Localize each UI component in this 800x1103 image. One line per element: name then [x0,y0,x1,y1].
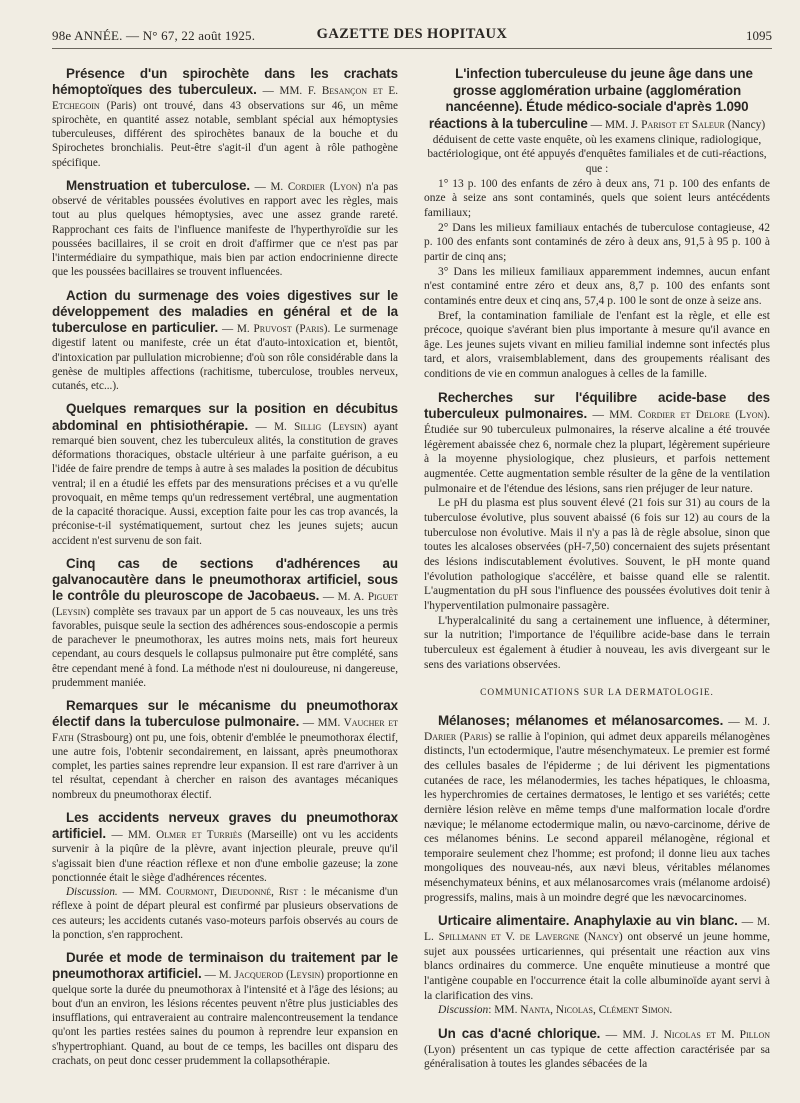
article-melanoses [424,713,770,906]
article-title: L'infection tuberculeuse du jeune âge dans une grosse agglomération urbaine (agglomération nancéenne). Étude médico-sociale d'après 1.090 réactions à la tuberculine [428,66,753,131]
article-conclusion: Bref, la contamination familiale de l'enfant est la règle, et elle est précoce, quoique s'avérant bien plus importante à mesure qu'il avance en âge. Les jeunes sujets vivant en milieu familial indemne sont infectés plus tard, et alors, vraisemblablement, dans des groupements réalisant des conditions de vie en commun analogues à celles de la famille. [424,309,770,381]
list-item: 1° 13 p. 100 des enfants de zéro à deux ans, 71 p. 100 des enfants de onze à seize ans sont contaminés, quels que soient leurs antécédents familiaux; [424,177,770,219]
issue-info: 98e ANNÉE. — N° 67, 22 août 1925. [52,28,256,43]
article-body: Le surmenage digestif latent ou manifeste, crée un état d'auto-intoxication et, bientôt, d'intoxication par pullulation microbienne; d'où son rôle considérable dans la genèse de multiples affections (rachitisme, tuberculose, troubles nerveux, cutanés, etc...). [52,323,398,392]
article-body: ayant remarqué bien souvent, chez les tuberculeux alités, la constitution de graves déformations thoraciques, obstacle ultérieur à une parfaite guérison, a eu l'idée de faire prendre de temps à autre à ses malades la position de décubitus ventral; il en a étudié les effets par des mensurations précises et a vu qu'elle provoquait, en même temps qu'un redressement vertébral, une augmentation de la capacité thoracique. Aussi, exception faite pour les cas trop avancés, la préconise-t-il systématiquement, surtout chez les jeunes sujets; aucun accident n'est survenu de son fait. [52,420,399,547]
left-column [52,66,398,1076]
discussion [424,1003,770,1018]
article-pneumothorax-electif [52,698,398,802]
article-authors: — M. Jacquerod (Leysin) [204,969,324,982]
article-body: Étudiée sur 90 tuberculeux pulmonaires, la réserve alcaline a été trouvée légèrement abaissée chez 6, normale chez la plupart, légèrement supérieure à la moyenne physiologique, chez plusieurs, et parfois nettement augmentée. Cette augmentation semble résulter de la gêne de la ventilation pulmonaire et de l'étendue des lésions, sans rien préjuger de leur nature. [424,424,770,495]
article-authors: — MM. J. Nicolas et M. Pillon [605,1029,770,1042]
page-number: 1095 [746,28,772,43]
article-authors: — M. J. Darier (Paris) [424,715,771,743]
right-column [424,66,770,1080]
article-body: (Marseille) ont vu les accidents survenir à la piqûre de la plèvre, avant injection pleurale, preuve qu'il s'agissait bien d'une réaction réflexe et non d'une embolie gazeuse; la zone ponctionnée était le siège d'adhérences récentes. [52,829,398,884]
article-title: Présence d'un spirochète dans les crachats hémoptoïques des tuberculeux. [52,66,398,98]
article-title: Les accidents nerveux graves du pneumothorax artificiel. [52,809,398,841]
article-duree-traitement [52,950,398,1068]
article-authors: — MM. Olmer et Turriès [111,829,243,841]
article-adherences [52,556,398,690]
article-paragraph: Le pH du plasma est plus souvent élevé (21 fois sur 31) au cours de la tuberculose évolutive, plus souvent abaissé (6 fois sur 12) au cours de la tuberculose non évolutive. Mais il n'y a pas là de règle absolue, sinon que toutes les alcaloses observées (pH-7,50) concernaient des sujets présentant des lésions indiscutablement évolutives. Souvent, le pH monte quand l'évolution pathologique s'accélère, et baisse quand elle se ralentit. L'augmentation du pH sous l'influence des poussées évolutives doit tenir à l'hyperventilation pulmonaire passagère. [424,497,770,612]
article-body: (Lyon) présentent un cas typique de cette affection caractérisée par sa généralisation à toutes les glandes sébacées de la [424,1043,770,1071]
article-intro: (Nancy) déduisent de cette vaste enquête, où les examens clinique, radiologique, bactériologique, ont été appuyés d'enquêtes familiales et de cuti-réactions, que : [427,118,767,175]
article-body: proportionne en quelque sorte la durée du pneumothorax à l'intensité et à l'âge des lésions; au bout d'un an environ, les lésions récentes peuvent n'être plus justiciables des insufflations, qui entraveraient au contraire malencontreusement la tendance qu'ont les parties restées saines du poumon à reprendre leur expansion en s'hypertrophiant. Quand, au bout de ce temps, les bacilles ont disparu des crachats, on peut donc cesser prudemment la collapsothérapie. [52,969,399,1067]
page-header [52,22,772,49]
article-authors: — M. A. Piguet (Leysin) [52,591,399,618]
article-menstruation [52,178,398,280]
article-authors: — M. Sillig (Leysin) [255,420,367,433]
article-body: (Strasbourg) ont pu, une fois, obtenir d'emblée le pneumothorax électif, une autre fois, l'obtenir secondairement, en laissant, après pneumothorax complet, les parties saines reprendre leur expansion. Il est rare d'arriver à un tel résultat, cependant à chercher en raison des avantages mécaniques nombreux du pneumothorax électif. [52,731,398,801]
article-title: Un cas d'acné chlorique. [438,1026,601,1042]
article-title: Quelques remarques sur la position en décubitus abdominal en phtisiothérapie. [52,401,398,433]
article-decubitus [52,401,398,548]
discussion-authors: — MM. Courmont, Dieudonné, Rist : [122,886,307,898]
article-body: ont observé un jeune homme, sujet aux poussées urticariennes, qui présentait une réaction aux vins blancs ordinaires du commerce. Une enquête minutieuse a montré que l'antigène coupable en l'occurrence était la colle albuminoïde ayant servi à la clarification des vins. [424,931,771,1002]
article-title: Menstruation et tuberculose. [66,177,250,193]
article-paragraph: L'hyperalcalinité du sang a certainement une influence, à déterminer, sur la nutrition; l'importance de l'équilibre acide-base dans le terrain tuberculeux est également à étudier à nouveau, les avis divergeant sur le sens des variations observées. [424,614,770,671]
article-title: Cinq cas de sections d'adhérences au galvanocautère dans le pneumothorax artificiel, sous le contrôle du pleuroscope de Jacobaeus. [52,555,398,604]
article-body: (Paris) ont trouvé, dans 43 observations sur 46, un même spirochète, en quantité assez notable, semblant spécial aux hémoptysies tuberculeuses, différent des spirochètes banaux de la bouche et du Spirochetes bronchialis. Peut-être s'agit-il d'un agent à rôle pathogène spécifique. [52,99,398,169]
article-title: Urticaire alimentaire. Anaphylaxie au vin blanc. [438,913,738,929]
article-title: Action du surmenage des voies digestives sur le développement des maladies en général et de la tuberculose en particulier. [52,287,398,335]
article-body: n'a pas observé de véritables poussées évolutives en rapport avec les règles, mais tout au plus quelques hémoptysies, avec une assez grande rareté. Rapprochant ces faits de l'influence manifeste de l'hyperthyroïdie sur les poussées bacillaires, il se croit en droit d'affirmer que ce n'est pas par l'intermédiaire du sympathique, mais bien par action endocrinienne directe que les poussées bacillaires se trouvent influencées. [52,180,398,279]
discussion-body: le mécanisme d'un réflexe à point de départ pleural est confirmé par plusieurs observations de ces auteurs; les accidents cutanés vaso-moteurs parfois observés au cours de la ponction, s'en rapprochent. [52,886,398,941]
article-authors: — M. Cordier (Lyon) [254,180,362,193]
article-acne-chlorique [424,1026,770,1072]
article-infection-jeune-age [424,66,770,382]
list-item: 3° Dans les milieux familiaux apparemment indemnes, aucun enfant n'est contaminé entre zéro et deux ans, 8,7 p. 100 des enfants sont contaminés entre deux et cinq ans, 57,4 p. 100 le sont de onze à seize ans. [424,265,770,307]
discussion [52,885,398,942]
discussion-label: Discussion [438,1004,489,1017]
article-accidents-nerveux [52,810,398,942]
article-authors: — MM. Vaucher et Fath [52,717,398,744]
article-title: Recherches sur l'équilibre acide-base des tuberculeux pulmonaires. [424,389,770,422]
article-title: Durée et mode de terminaison du traitement par le pneumothorax artificiel. [52,950,398,982]
article-authors: — M. Pruvost (Paris). [222,323,331,335]
journal-title: GAZETTE DES HOPITAUX [316,26,508,42]
section-heading: COMMUNICATIONS SUR LA DERMATOLOGIE. [480,688,714,699]
article-body: se rallie à l'opinion, qui admet deux appareils mélanogènes distincts, l'un ectodermique, l'autre mésenchymateux. Le premier est formé des cellules basales de l'épiderme ; de lui dérivent les pigmentations cutanées de race, les mélanodermies, les taches hépatiques, le chloasma, les hyperchromies de certaines dermatoses, le lentigo et ses variétés; cette dernière lésion relève en même temps d'une malformation locale d'ordre nævique; le mélanome ectodermique malin, ou nævo-carcinome, dérive de ces mélanomes bénins. Le second appareil mélanogène, régional et temporaire seulement chez l'homme; est profond; il donne lieu aux taches mongoliques des nouveau-nés, aux nævi bleus, véritables mélanomes mésenchymateux bénins, et aux mélanosarcomes vrais (mélanome ardoisé) progressifs, malins, mais à un moindre degré que les nævocarcinomes. [424,730,771,904]
article-title: Mélanoses; mélanomes et mélanosarcomes. [438,712,724,728]
article-authors: — MM. J. Parisot et Saleur [590,118,725,131]
article-authors: — M. L. Spillmann et V. de Lavergne (Nancy) [424,916,771,944]
article-equilibre-acide-base [424,390,770,672]
article-body: complète ses travaux par un apport de 5 cas nouveaux, les uns très favorables, puisque seule la section des adhérences sous-endoscopie a permis de parachever le pneumothorax, les autres moins nets, mais fort heureux cependant, au cours desquels le collapsus pulmonaire put être complété, sans être cependant mené à fond. La méthode n'est ni douloureuse, ni dangereuse, prudemment maniée. [52,605,398,689]
article-authors: — MM. F. Besançon et E. Etchegoin [52,85,398,112]
article-title: Remarques sur le mécanisme du pneumothorax électif dans la tuberculose pulmonaire. [52,698,398,730]
list-item: 2° Dans les milieux familiaux entachés de tuberculose contagieuse, 42 p. 100 des enfants sont contaminés de zéro à deux ans, 91,5 à 95 p. 100 à partir de cinq ans; [424,221,770,263]
article-urticaire [424,913,770,1018]
article-spirochete [52,66,398,170]
article-surmenage [52,288,398,394]
discussion-label: Discussion. [66,886,118,898]
article-authors: — MM. Cordier et Delore (Lyon). [592,409,770,422]
discussion-authors: : MM. Nanta, Nicolas, Clément Simon. [488,1004,673,1017]
